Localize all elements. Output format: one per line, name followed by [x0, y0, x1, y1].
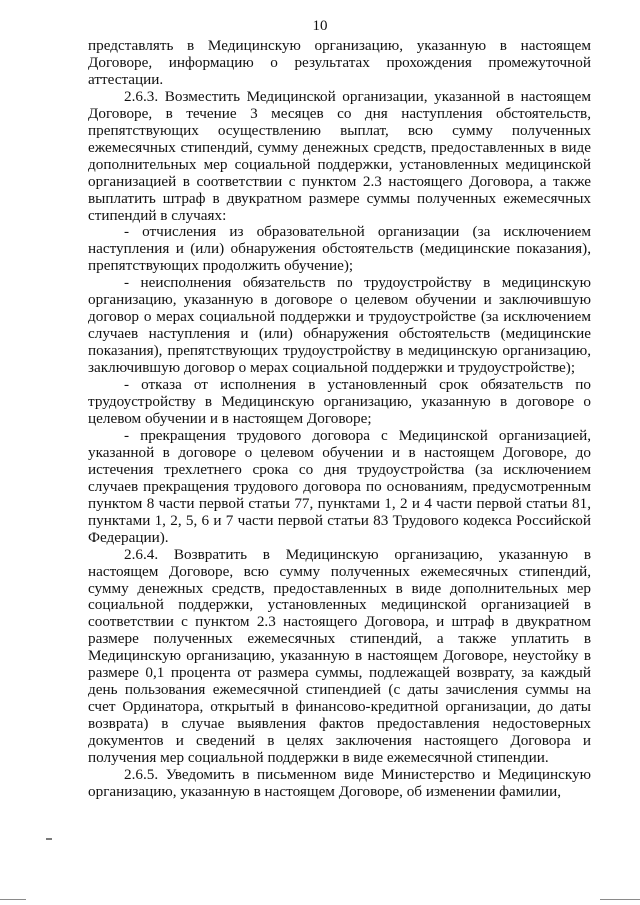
scan-edge-line-left: [0, 899, 26, 900]
document-body: [88, 38, 591, 801]
paragraph-case-expulsion: - отчисления из образовательной организации (за исключением наступления и (или) обнаружения обстоятельств (медицинские показания), препятствующих продолжить обучение);: [88, 223, 591, 275]
paragraph-clause-2-6-5: 2.6.5. Уведомить в письменном виде Министерство и Медицинскую организацию, указанную в настоящем Договоре, об изменении фамилии,: [88, 765, 591, 800]
paragraph-case-employment-obligation: - неисполнения обязательств по трудоустройству в медицинскую организацию, указанную в договоре о целевом обучении и заключившую договор о мерах социальной поддержки и трудоустройстве (за исключением случаев наступления и (или) обнаружения обстоятельств (медицинские показания), препятствующих трудоустройству в медицинскую организацию, заключившую договор о мерах социальной поддержки и трудоустройстве);: [88, 274, 591, 377]
paragraph-case-termination: - прекращения трудового договора с Медицинской организацией, указанной в договоре о целевом обучении и в настоящем Договоре, до истечения трехлетнего срока со дня трудоустройства (за исключением случаев прекращения трудового договора по основаниям, предусмотренным пунктом 8 части первой статьи 77, пунктами 1, 2 и 4 части первой статьи 81, пунктами 1, 2, 5, 6 и 7 части первой статьи 83 Трудового кодекса Российской Федерации).: [88, 426, 591, 546]
page-number: 10: [312, 18, 328, 34]
paragraph-continuation: представлять в Медицинскую организацию, указанную в настоящем Договоре, информацию о результатах прохождения промежуточной аттестации.: [88, 37, 591, 88]
scan-edge-line-right: [600, 899, 640, 900]
paragraph-clause-2-6-4: 2.6.4. Возвратить в Медицинскую организацию, указанную в настоящем Договоре, всю сумму полученных ежемесячных стипендий, сумму денежных средств, предоставленных в виде дополнительных мер социальной поддержки, установленных медицинской организацией в соответствии с пунктом 2.3 настоящего Договора, и штраф в двукратном размере полученных ежемесячных стипендий, а также уплатить в Медицинскую организацию, указанную в настоящем Договоре, неустойку в размере 0,1 процента от размера суммы, подлежащей возврату, за каждый день пользования ежемесячной стипендией (с даты зачисления суммы на счет Ординатора, открытый в финансово-кредитной организации, до даты возврата) в случае выявления фактов предоставления недостоверных документов и сведений в целях заключения настоящего Договора и получения мер социальной поддержки в виде ежемесячной стипендии.: [88, 545, 591, 767]
margin-mark: [46, 838, 52, 840]
paragraph-clause-2-6-3: 2.6.3. Возместить Медицинской организации, указанной в настоящем Договоре, в течение 3 месяцев со дня наступления обстоятельств, препятствующих осуществлению выплат, всю сумму полученных ежемесячных стипендий, сумму денежных средств, предоставленных в виде дополнительных мер социальной поддержки, установленных медицинской организацией в соответствии с пунктом 2.3 настоящего Договора, а также выплатить штраф в двукратном размере суммы полученных ежемесячных стипендий в случаях:: [88, 87, 591, 224]
paragraph-case-refusal: - отказа от исполнения в установленный срок обязательств по трудоустройству в Медицинскую организацию, указанную в договоре о целевом обучении и в настоящем Договоре;: [88, 376, 591, 427]
